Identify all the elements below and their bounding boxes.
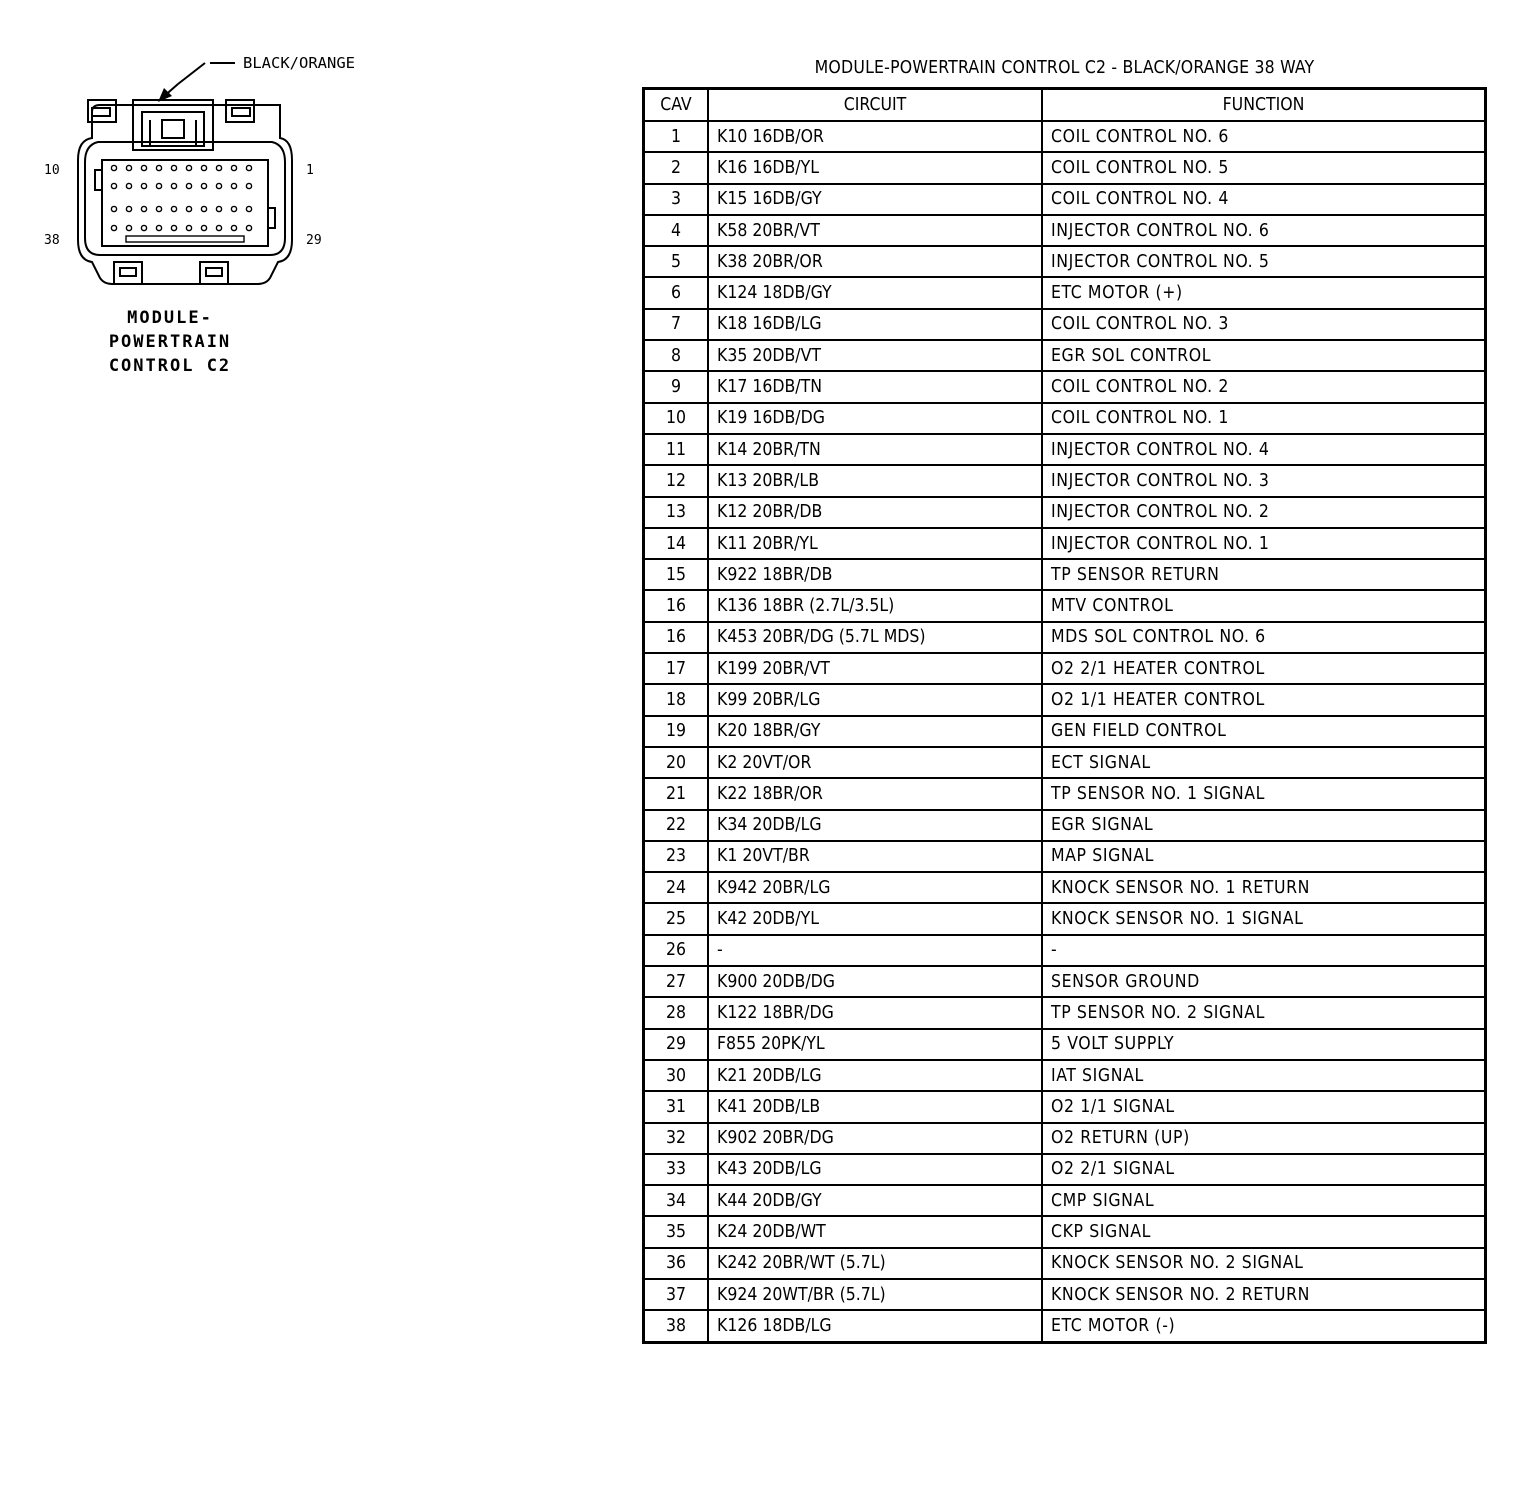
circuit-cell: K126 18DB/LG <box>708 1310 1042 1342</box>
table-row <box>644 1029 1486 1060</box>
circuit-cell: K34 20DB/LG <box>708 810 1042 841</box>
function-cell: ECT SIGNAL <box>1042 747 1486 778</box>
function-cell: KNOCK SENSOR NO. 2 RETURN <box>1042 1279 1486 1310</box>
function-cell: COIL CONTROL NO. 2 <box>1042 371 1486 402</box>
pin-cavity <box>201 225 206 230</box>
cav-cell: 38 <box>644 1310 709 1342</box>
pin-cavity <box>231 183 236 188</box>
circuit-cell: K24 20DB/WT <box>708 1216 1042 1247</box>
circuit-cell: K58 20BR/VT <box>708 215 1042 246</box>
cav-cell: 18 <box>644 684 709 715</box>
function-cell: INJECTOR CONTROL NO. 4 <box>1042 434 1486 465</box>
cav-cell: 23 <box>644 841 709 872</box>
pin-cavity <box>156 165 161 170</box>
circuit-cell: K453 20BR/DG (5.7L MDS) <box>708 622 1042 653</box>
cav-cell: 9 <box>644 371 709 402</box>
function-cell: MAP SIGNAL <box>1042 841 1486 872</box>
table-row <box>644 215 1486 246</box>
function-cell: TP SENSOR RETURN <box>1042 559 1486 590</box>
pin-cavity <box>246 165 251 170</box>
function-cell: INJECTOR CONTROL NO. 2 <box>1042 497 1486 528</box>
function-cell: CKP SIGNAL <box>1042 1216 1486 1247</box>
circuit-cell: K15 16DB/GY <box>708 184 1042 215</box>
function-cell: MDS SOL CONTROL NO. 6 <box>1042 622 1486 653</box>
function-cell: SENSOR GROUND <box>1042 966 1486 997</box>
function-cell: INJECTOR CONTROL NO. 5 <box>1042 246 1486 277</box>
connector-name-line-3: CONTROL C2 <box>108 356 232 376</box>
circuit-cell: K942 20BR/LG <box>708 872 1042 903</box>
pin-cavity <box>246 183 251 188</box>
circuit-cell: K16 16DB/YL <box>708 152 1042 183</box>
cav-cell: 14 <box>644 528 709 559</box>
pin-cavity <box>126 225 131 230</box>
pin-cavity <box>111 183 116 188</box>
table-row <box>644 528 1486 559</box>
pin-cavity <box>141 206 146 211</box>
circuit-cell: K199 20BR/VT <box>708 653 1042 684</box>
cav-cell: 11 <box>644 434 709 465</box>
table-row <box>644 497 1486 528</box>
table-row <box>644 309 1486 340</box>
function-cell: O2 1/1 HEATER CONTROL <box>1042 684 1486 715</box>
function-cell: EGR SOL CONTROL <box>1042 340 1486 371</box>
function-cell: O2 1/1 SIGNAL <box>1042 1091 1486 1122</box>
pin-cavity <box>171 225 176 230</box>
pin-cavity <box>111 225 116 230</box>
function-cell: - <box>1042 935 1486 966</box>
pin-cavity <box>186 225 191 230</box>
pin-cavity <box>231 165 236 170</box>
table-row <box>644 1060 1486 1091</box>
table-row <box>644 997 1486 1028</box>
table-row <box>644 966 1486 997</box>
cav-cell: 4 <box>644 215 709 246</box>
pin-cavity <box>156 225 161 230</box>
table-row <box>644 340 1486 371</box>
table-row <box>644 841 1486 872</box>
cav-cell: 19 <box>644 716 709 747</box>
function-cell: TP SENSOR NO. 2 SIGNAL <box>1042 997 1486 1028</box>
function-cell: ETC MOTOR (-) <box>1042 1310 1486 1342</box>
table-row <box>644 1310 1486 1342</box>
function-cell: MTV CONTROL <box>1042 590 1486 621</box>
table-row <box>644 1154 1486 1185</box>
function-cell: COIL CONTROL NO. 4 <box>1042 184 1486 215</box>
cav-cell: 20 <box>644 747 709 778</box>
cav-cell: 17 <box>644 653 709 684</box>
cav-cell: 30 <box>644 1060 709 1091</box>
table-row <box>644 434 1486 465</box>
pin-cavity <box>186 206 191 211</box>
table-row <box>644 872 1486 903</box>
callout-leader <box>178 63 205 84</box>
cav-cell: 16 <box>644 622 709 653</box>
circuit-cell: K900 20DB/DG <box>708 966 1042 997</box>
function-cell: CMP SIGNAL <box>1042 1185 1486 1216</box>
circuit-cell: K41 20DB/LB <box>708 1091 1042 1122</box>
table-row <box>644 935 1486 966</box>
table-row <box>644 559 1486 590</box>
table-title: MODULE-POWERTRAIN CONTROL C2 - BLACK/ORANGE 38 WAY <box>814 58 1315 78</box>
cav-cell: 31 <box>644 1091 709 1122</box>
cav-cell: 6 <box>644 277 709 308</box>
circuit-cell: K35 20DB/VT <box>708 340 1042 371</box>
cav-cell: 22 <box>644 810 709 841</box>
cav-cell: 37 <box>644 1279 709 1310</box>
pin-cavity <box>216 225 221 230</box>
cav-cell: 25 <box>644 903 709 934</box>
header-cav: CAV <box>644 89 709 122</box>
function-cell: GEN FIELD CONTROL <box>1042 716 1486 747</box>
table-row <box>644 465 1486 496</box>
table-row <box>644 903 1486 934</box>
circuit-cell: K99 20BR/LG <box>708 684 1042 715</box>
pin-cavity <box>111 206 116 211</box>
connector-name-line-1: MODULE- <box>127 308 213 328</box>
circuit-cell: K14 20BR/TN <box>708 434 1042 465</box>
table-row <box>644 1216 1486 1247</box>
table-row <box>644 1279 1486 1310</box>
pin-cavity-grid <box>111 165 251 242</box>
function-cell: KNOCK SENSOR NO. 2 SIGNAL <box>1042 1248 1486 1279</box>
table-row <box>644 778 1486 809</box>
connector-name <box>70 306 270 378</box>
function-cell: O2 2/1 HEATER CONTROL <box>1042 653 1486 684</box>
table-row <box>644 716 1486 747</box>
pin-cavity-bar <box>126 236 244 242</box>
table-row <box>644 1123 1486 1154</box>
function-cell: COIL CONTROL NO. 6 <box>1042 121 1486 152</box>
cav-cell: 35 <box>644 1216 709 1247</box>
circuit-cell: K124 18DB/GY <box>708 277 1042 308</box>
function-cell: INJECTOR CONTROL NO. 3 <box>1042 465 1486 496</box>
cav-cell: 21 <box>644 778 709 809</box>
cav-cell: 32 <box>644 1123 709 1154</box>
cav-cell: 26 <box>644 935 709 966</box>
circuit-cell: K18 16DB/LG <box>708 309 1042 340</box>
circuit-cell: K13 20BR/LB <box>708 465 1042 496</box>
pin-label-29: 29 <box>306 233 322 248</box>
cav-cell: 15 <box>644 559 709 590</box>
circuit-cell: K12 20BR/DB <box>708 497 1042 528</box>
pin-cavity <box>141 183 146 188</box>
table-row <box>644 1091 1486 1122</box>
table-row <box>644 1248 1486 1279</box>
circuit-cell: K10 16DB/OR <box>708 121 1042 152</box>
table-row <box>644 277 1486 308</box>
function-cell: KNOCK SENSOR NO. 1 SIGNAL <box>1042 903 1486 934</box>
circuit-cell: K38 20BR/OR <box>708 246 1042 277</box>
pin-label-1: 1 <box>306 163 314 178</box>
table-row <box>644 152 1486 183</box>
circuit-cell: K44 20DB/GY <box>708 1185 1042 1216</box>
function-cell: COIL CONTROL NO. 3 <box>1042 309 1486 340</box>
table-row <box>644 371 1486 402</box>
pin-cavity <box>201 183 206 188</box>
function-cell: KNOCK SENSOR NO. 1 RETURN <box>1042 872 1486 903</box>
table-row <box>644 747 1486 778</box>
pin-cavity <box>111 165 116 170</box>
table-row <box>644 121 1486 152</box>
circuit-cell: K122 18BR/DG <box>708 997 1042 1028</box>
function-cell: 5 VOLT SUPPLY <box>1042 1029 1486 1060</box>
function-cell: INJECTOR CONTROL NO. 1 <box>1042 528 1486 559</box>
header-function: FUNCTION <box>1042 89 1486 122</box>
circuit-cell: K19 16DB/DG <box>708 403 1042 434</box>
circuit-cell: K20 18BR/GY <box>708 716 1042 747</box>
circuit-cell: K42 20DB/YL <box>708 903 1042 934</box>
pin-label-10: 10 <box>44 163 60 178</box>
cav-cell: 3 <box>644 184 709 215</box>
table-row <box>644 653 1486 684</box>
cav-cell: 5 <box>644 246 709 277</box>
table-row <box>644 810 1486 841</box>
pin-cavity <box>246 225 251 230</box>
cav-cell: 29 <box>644 1029 709 1060</box>
connector-name-line-2: POWERTRAIN <box>108 332 232 352</box>
circuit-cell: K902 20BR/DG <box>708 1123 1042 1154</box>
table-row <box>644 684 1486 715</box>
pin-cavity <box>231 225 236 230</box>
pin-cavity <box>156 206 161 211</box>
header-circuit: CIRCUIT <box>708 89 1042 122</box>
function-cell: IAT SIGNAL <box>1042 1060 1486 1091</box>
pin-cavity <box>126 206 131 211</box>
pin-cavity <box>201 165 206 170</box>
pin-cavity <box>141 165 146 170</box>
cav-cell: 33 <box>644 1154 709 1185</box>
pin-cavity <box>246 206 251 211</box>
cav-cell: 27 <box>644 966 709 997</box>
table-row <box>644 403 1486 434</box>
circuit-cell: K43 20DB/LG <box>708 1154 1042 1185</box>
pin-cavity <box>231 206 236 211</box>
table-row <box>644 590 1486 621</box>
pin-cavity <box>216 206 221 211</box>
cav-cell: 12 <box>644 465 709 496</box>
pin-cavity <box>186 183 191 188</box>
circuit-cell: K17 16DB/TN <box>708 371 1042 402</box>
cav-cell: 8 <box>644 340 709 371</box>
pin-cavity <box>126 165 131 170</box>
pin-assignment-table <box>642 87 1487 1344</box>
table-header-row <box>644 89 1486 122</box>
pin-label-38: 38 <box>44 233 60 248</box>
pin-cavity <box>216 183 221 188</box>
function-cell: ETC MOTOR (+) <box>1042 277 1486 308</box>
cav-cell: 10 <box>644 403 709 434</box>
table-row <box>644 1185 1486 1216</box>
cav-cell: 7 <box>644 309 709 340</box>
circuit-cell: K21 20DB/LG <box>708 1060 1042 1091</box>
circuit-cell: K136 18BR (2.7L/3.5L) <box>708 590 1042 621</box>
function-cell: TP SENSOR NO. 1 SIGNAL <box>1042 778 1486 809</box>
circuit-cell: K924 20WT/BR (5.7L) <box>708 1279 1042 1310</box>
circuit-cell: - <box>708 935 1042 966</box>
function-cell: COIL CONTROL NO. 1 <box>1042 403 1486 434</box>
function-cell: INJECTOR CONTROL NO. 6 <box>1042 215 1486 246</box>
circuit-cell: K922 18BR/DB <box>708 559 1042 590</box>
pin-cavity <box>171 206 176 211</box>
circuit-cell: K11 20BR/YL <box>708 528 1042 559</box>
pin-cavity <box>186 165 191 170</box>
function-cell: COIL CONTROL NO. 5 <box>1042 152 1486 183</box>
pin-cavity <box>126 183 131 188</box>
pin-cavity <box>171 165 176 170</box>
pin-cavity <box>156 183 161 188</box>
cav-cell: 34 <box>644 1185 709 1216</box>
pin-cavity <box>201 206 206 211</box>
cav-cell: 16 <box>644 590 709 621</box>
cav-cell: 36 <box>644 1248 709 1279</box>
circuit-cell: K2 20VT/OR <box>708 747 1042 778</box>
circuit-cell: F855 20PK/YL <box>708 1029 1042 1060</box>
pin-cavity <box>216 165 221 170</box>
cav-cell: 28 <box>644 997 709 1028</box>
cav-cell: 2 <box>644 152 709 183</box>
color-callout: BLACK/ORANGE <box>243 54 355 72</box>
cav-cell: 24 <box>644 872 709 903</box>
function-cell: EGR SIGNAL <box>1042 810 1486 841</box>
cav-cell: 13 <box>644 497 709 528</box>
pin-cavity <box>171 183 176 188</box>
table-row <box>644 184 1486 215</box>
pin-cavity <box>141 225 146 230</box>
circuit-cell: K242 20BR/WT (5.7L) <box>708 1248 1042 1279</box>
table-row <box>644 622 1486 653</box>
function-cell: O2 RETURN (UP) <box>1042 1123 1486 1154</box>
cav-cell: 1 <box>644 121 709 152</box>
circuit-cell: K1 20VT/BR <box>708 841 1042 872</box>
table-row <box>644 246 1486 277</box>
circuit-cell: K22 18BR/OR <box>708 778 1042 809</box>
function-cell: O2 2/1 SIGNAL <box>1042 1154 1486 1185</box>
